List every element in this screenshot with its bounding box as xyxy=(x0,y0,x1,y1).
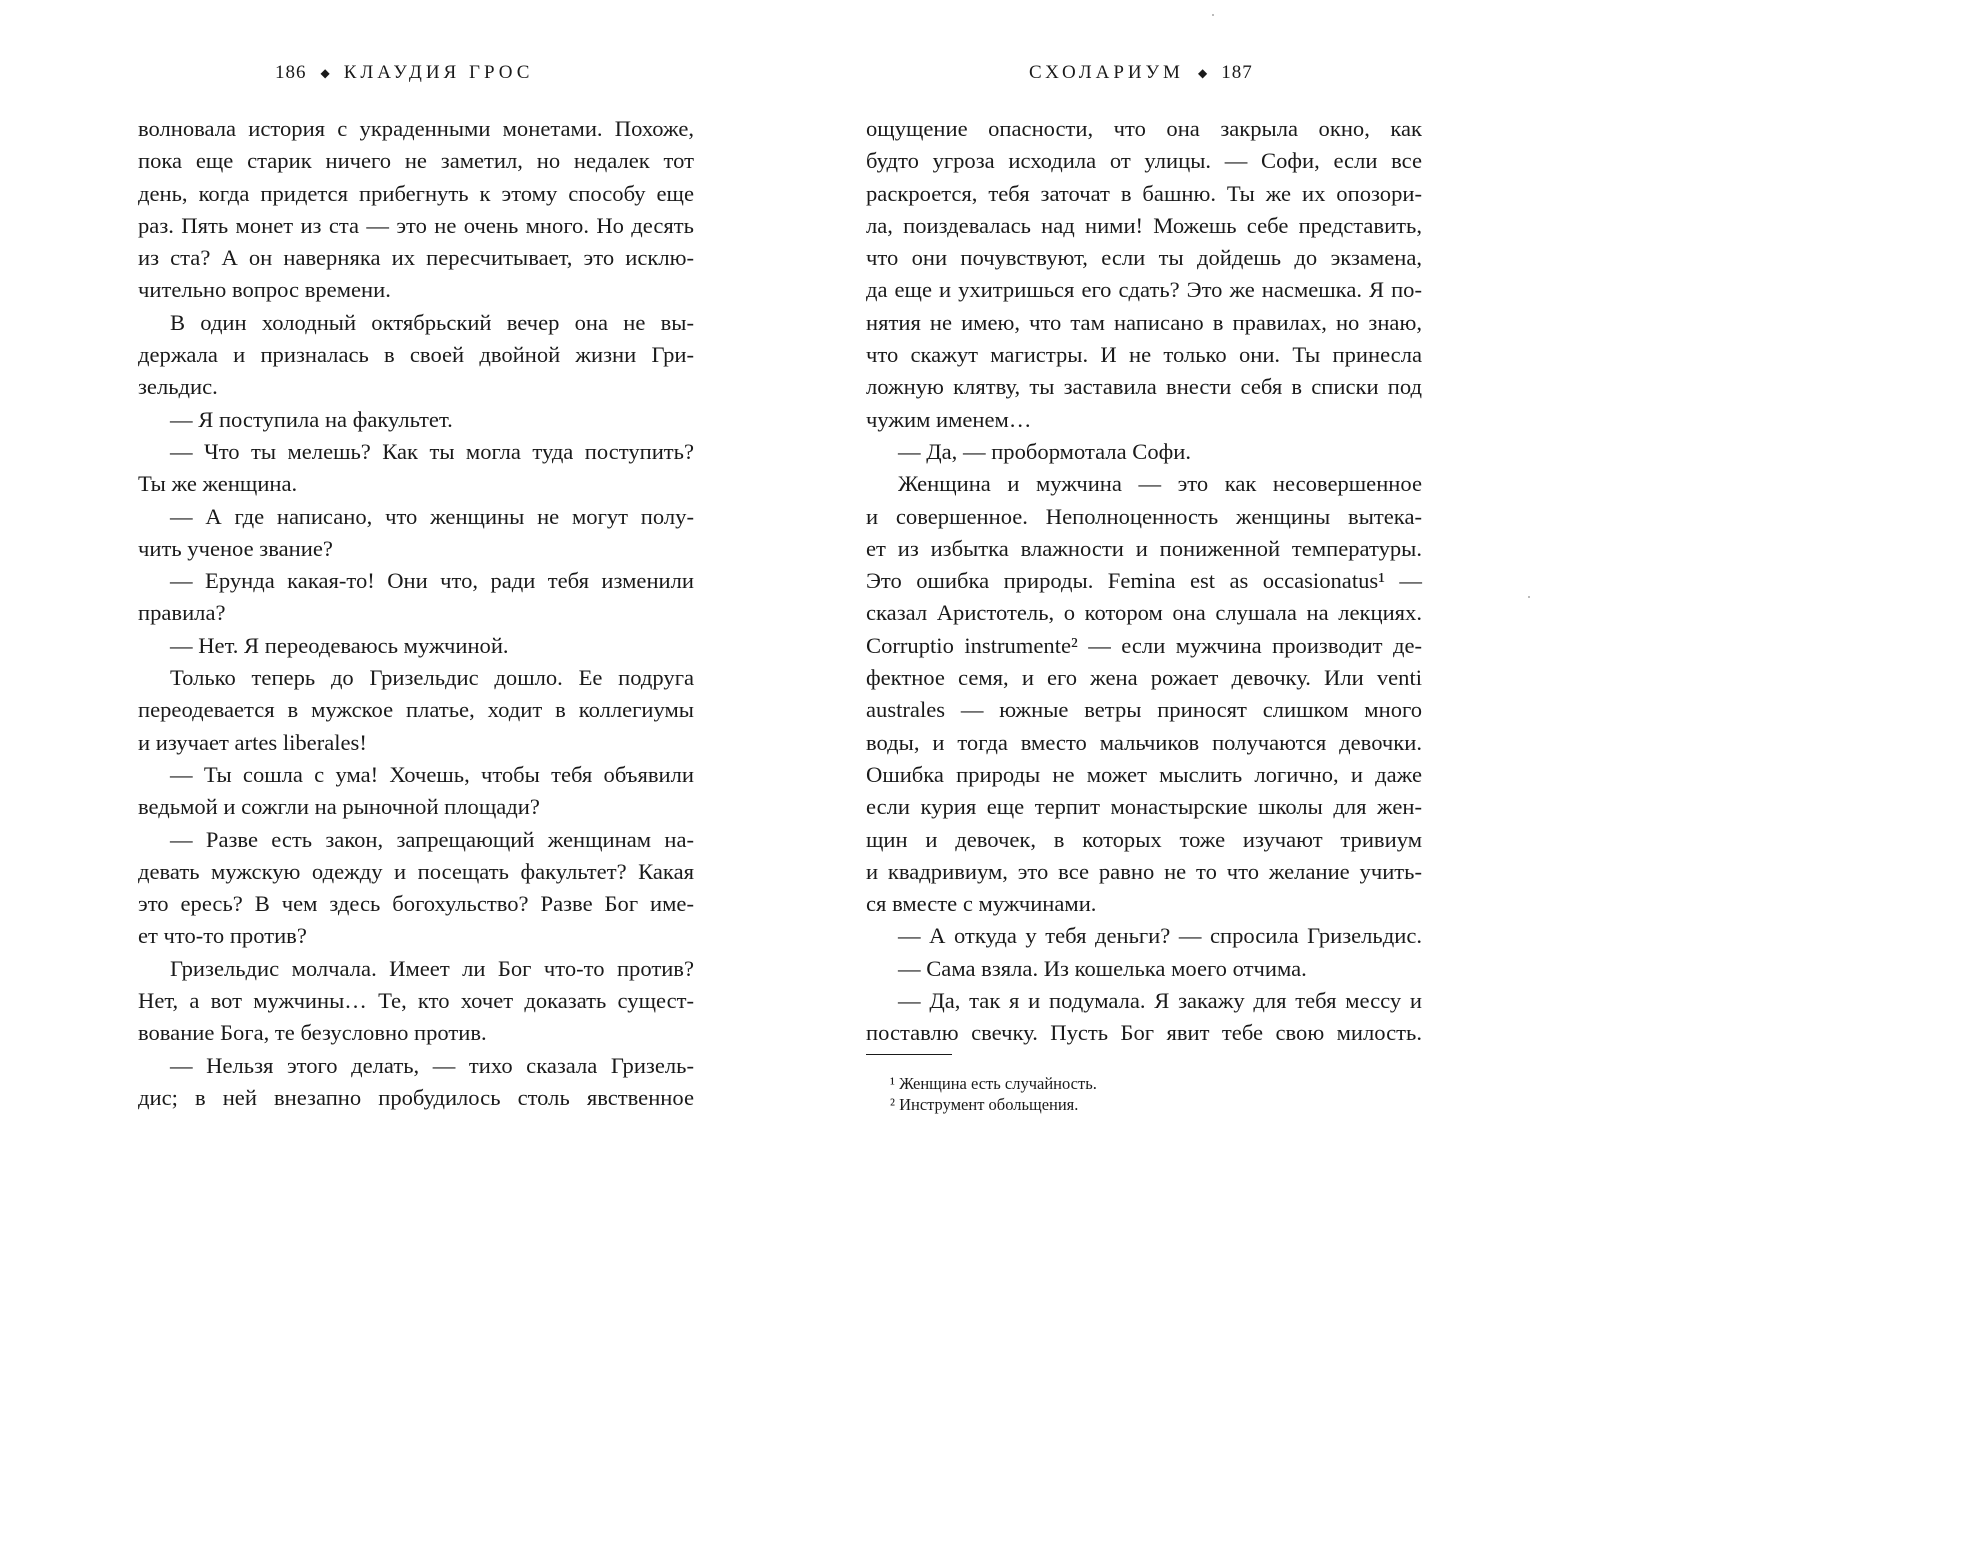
text-line: ет из избытка влажности и пониженной температуры. xyxy=(866,535,1422,561)
text-line: сказал Аристотель, о котором она слушала на лекциях. xyxy=(866,600,1422,626)
text-line: — Я поступила на факультет. xyxy=(170,406,453,432)
text-line: дис; в ней внезапно пробудилось столь явственное xyxy=(138,1084,694,1110)
text-line: ла, поиздевалась над ними! Можешь себе представить, xyxy=(866,212,1422,238)
text-line: — Сама взяла. Из кошелька моего отчима. xyxy=(898,955,1307,981)
text-line: да еще и ухитришься его сдать? Это же насмешка. Я по- xyxy=(866,277,1422,303)
right-running-title: СХОЛАРИУМ xyxy=(1029,62,1184,83)
left-body-text xyxy=(138,113,694,1114)
text-line: ся вместе с мужчинами. xyxy=(866,891,1097,917)
footnote-1: ¹ Женщина есть случайность. xyxy=(890,1074,1097,1093)
text-line: ощущение опасности, что она закрыла окно, как xyxy=(866,116,1422,141)
text-line: — А где написано, что женщины не могут полу- xyxy=(170,503,694,529)
text-line: пока еще старик ничего не заметил, но недалек тот xyxy=(138,148,694,174)
text-line: что они почувствуют, если ты дойдешь до экзамена, xyxy=(866,245,1422,271)
text-line: и изучает artes liberales! xyxy=(138,729,367,755)
text-line: правила? xyxy=(138,600,226,626)
left-page xyxy=(138,0,694,1240)
text-line: и квадривиум, это все равно не то что желание учить- xyxy=(866,858,1422,884)
text-line: чужим именем… xyxy=(866,406,1032,432)
text-line: — Нельзя этого делать, — тихо сказала Гризель- xyxy=(170,1052,694,1078)
text-line: воды, и тогда вместо мальчиков получаются девочки. xyxy=(866,729,1422,755)
text-line: Нет, а вот мужчины… Те, кто хочет доказать сущест- xyxy=(138,988,694,1014)
text-line: чительно вопрос времени. xyxy=(138,277,391,303)
left-running-head xyxy=(275,62,533,84)
text-line: поставлю свечку. Пусть Бог явит тебе свою милость. xyxy=(866,1020,1422,1046)
text-line: день, когда придется прибегнуть к этому способу еще xyxy=(138,180,694,206)
text-line: — Ты сошла с ума! Хочешь, чтобы тебя объявили xyxy=(170,761,694,787)
text-line: зельдис. xyxy=(138,374,218,400)
text-line: Это ошибка природы. Femina est as occasionatus¹ — xyxy=(866,568,1422,594)
right-page xyxy=(866,0,1422,1240)
left-page-number: 186 xyxy=(275,62,307,83)
text-line: переодевается в мужское платье, ходит в коллегиумы xyxy=(138,697,694,723)
text-line: это ересь? В чем здесь богохульство? Разве Бог име- xyxy=(138,891,694,917)
text-line: — А откуда у тебя деньги? — спросила Гризельдис. xyxy=(898,923,1422,949)
text-line: Ошибка природы не может мыслить логично, и даже xyxy=(866,761,1422,787)
text-line: — Нет. Я переодеваюсь мужчиной. xyxy=(170,632,509,658)
text-line: — Да, — пробормотала Софи. xyxy=(898,438,1192,464)
left-running-title: КЛАУДИЯ ГРОС xyxy=(343,62,534,83)
text-line: чить ученое звание? xyxy=(138,535,333,561)
text-line: щин и девочек, в которых тоже изучают тривиум xyxy=(866,826,1422,852)
text-line: нятия не имею, что там написано в правилах, но знаю, xyxy=(866,309,1422,335)
diamond-separator-icon: ◆ xyxy=(1197,66,1208,81)
footnotes xyxy=(890,1073,1097,1115)
text-line: — Ерунда какая-то! Они что, ради тебя изменили xyxy=(170,568,694,594)
text-line: Только теперь до Гризельдис дошло. Ее подруга xyxy=(170,665,694,691)
text-line: australes — южные ветры приносят слишком много xyxy=(866,697,1422,723)
text-line: раз. Пять монет из ста — это не очень много. Но десять xyxy=(138,212,694,238)
text-line: ложную клятву, ты заставила внести себя в списки под xyxy=(866,374,1422,400)
text-line: Женщина и мужчина — это как несовершенное xyxy=(898,471,1422,497)
text-line: В один холодный октябрьский вечер она не вы- xyxy=(170,309,694,335)
text-line: ведьмой и сожгли на рыночной площади? xyxy=(138,794,540,820)
text-line: если курия еще терпит монастырские школы для жен- xyxy=(866,794,1422,820)
text-line: будто угроза исходила от улицы. — Софи, если все xyxy=(866,148,1422,174)
diamond-separator-icon: ◆ xyxy=(320,66,330,81)
text-line: Corruptio instrumente² — если мужчина производит де- xyxy=(866,632,1422,658)
text-line: Гризельдис молчала. Имеет ли Бог что-то против? xyxy=(170,955,694,981)
text-line: Ты же женщина. xyxy=(138,471,298,497)
text-line: раскроется, тебя заточат в башню. Ты же их опозори- xyxy=(866,180,1422,206)
right-running-head xyxy=(1029,62,1253,84)
text-line: девать мужскую одежду и посещать факультет? Какая xyxy=(138,858,694,884)
text-line: фектное семя, и его жена рожает девочку. Или venti xyxy=(866,665,1422,691)
text-line: волновала история с украденными монетами. Похоже, xyxy=(138,116,694,141)
scan-speck xyxy=(1212,14,1214,16)
text-line: из ста? А он наверняка их пересчитывает, это исклю- xyxy=(138,245,694,271)
right-body-text xyxy=(866,113,1422,1050)
text-line: — Что ты мелешь? Как ты могла туда поступить? xyxy=(170,438,694,464)
text-line: и совершенное. Неполноценность женщины вытека- xyxy=(866,503,1422,529)
text-line: вование Бога, те безусловно против. xyxy=(138,1020,487,1046)
text-line: — Разве есть закон, запрещающий женщинам на- xyxy=(170,826,694,852)
text-line: что скажут магистры. И не только они. Ты принесла xyxy=(866,342,1422,368)
scan-speck xyxy=(1528,596,1530,598)
right-page-number: 187 xyxy=(1221,62,1253,83)
footnote-divider xyxy=(866,1054,952,1055)
footnote-2: ² Инструмент обольщения. xyxy=(890,1095,1079,1114)
text-line: — Да, так я и подумала. Я закажу для тебя мессу и xyxy=(898,988,1422,1014)
text-line: ет что-то против? xyxy=(138,923,307,949)
text-line: держала и призналась в своей двойной жизни Гри- xyxy=(138,342,694,368)
